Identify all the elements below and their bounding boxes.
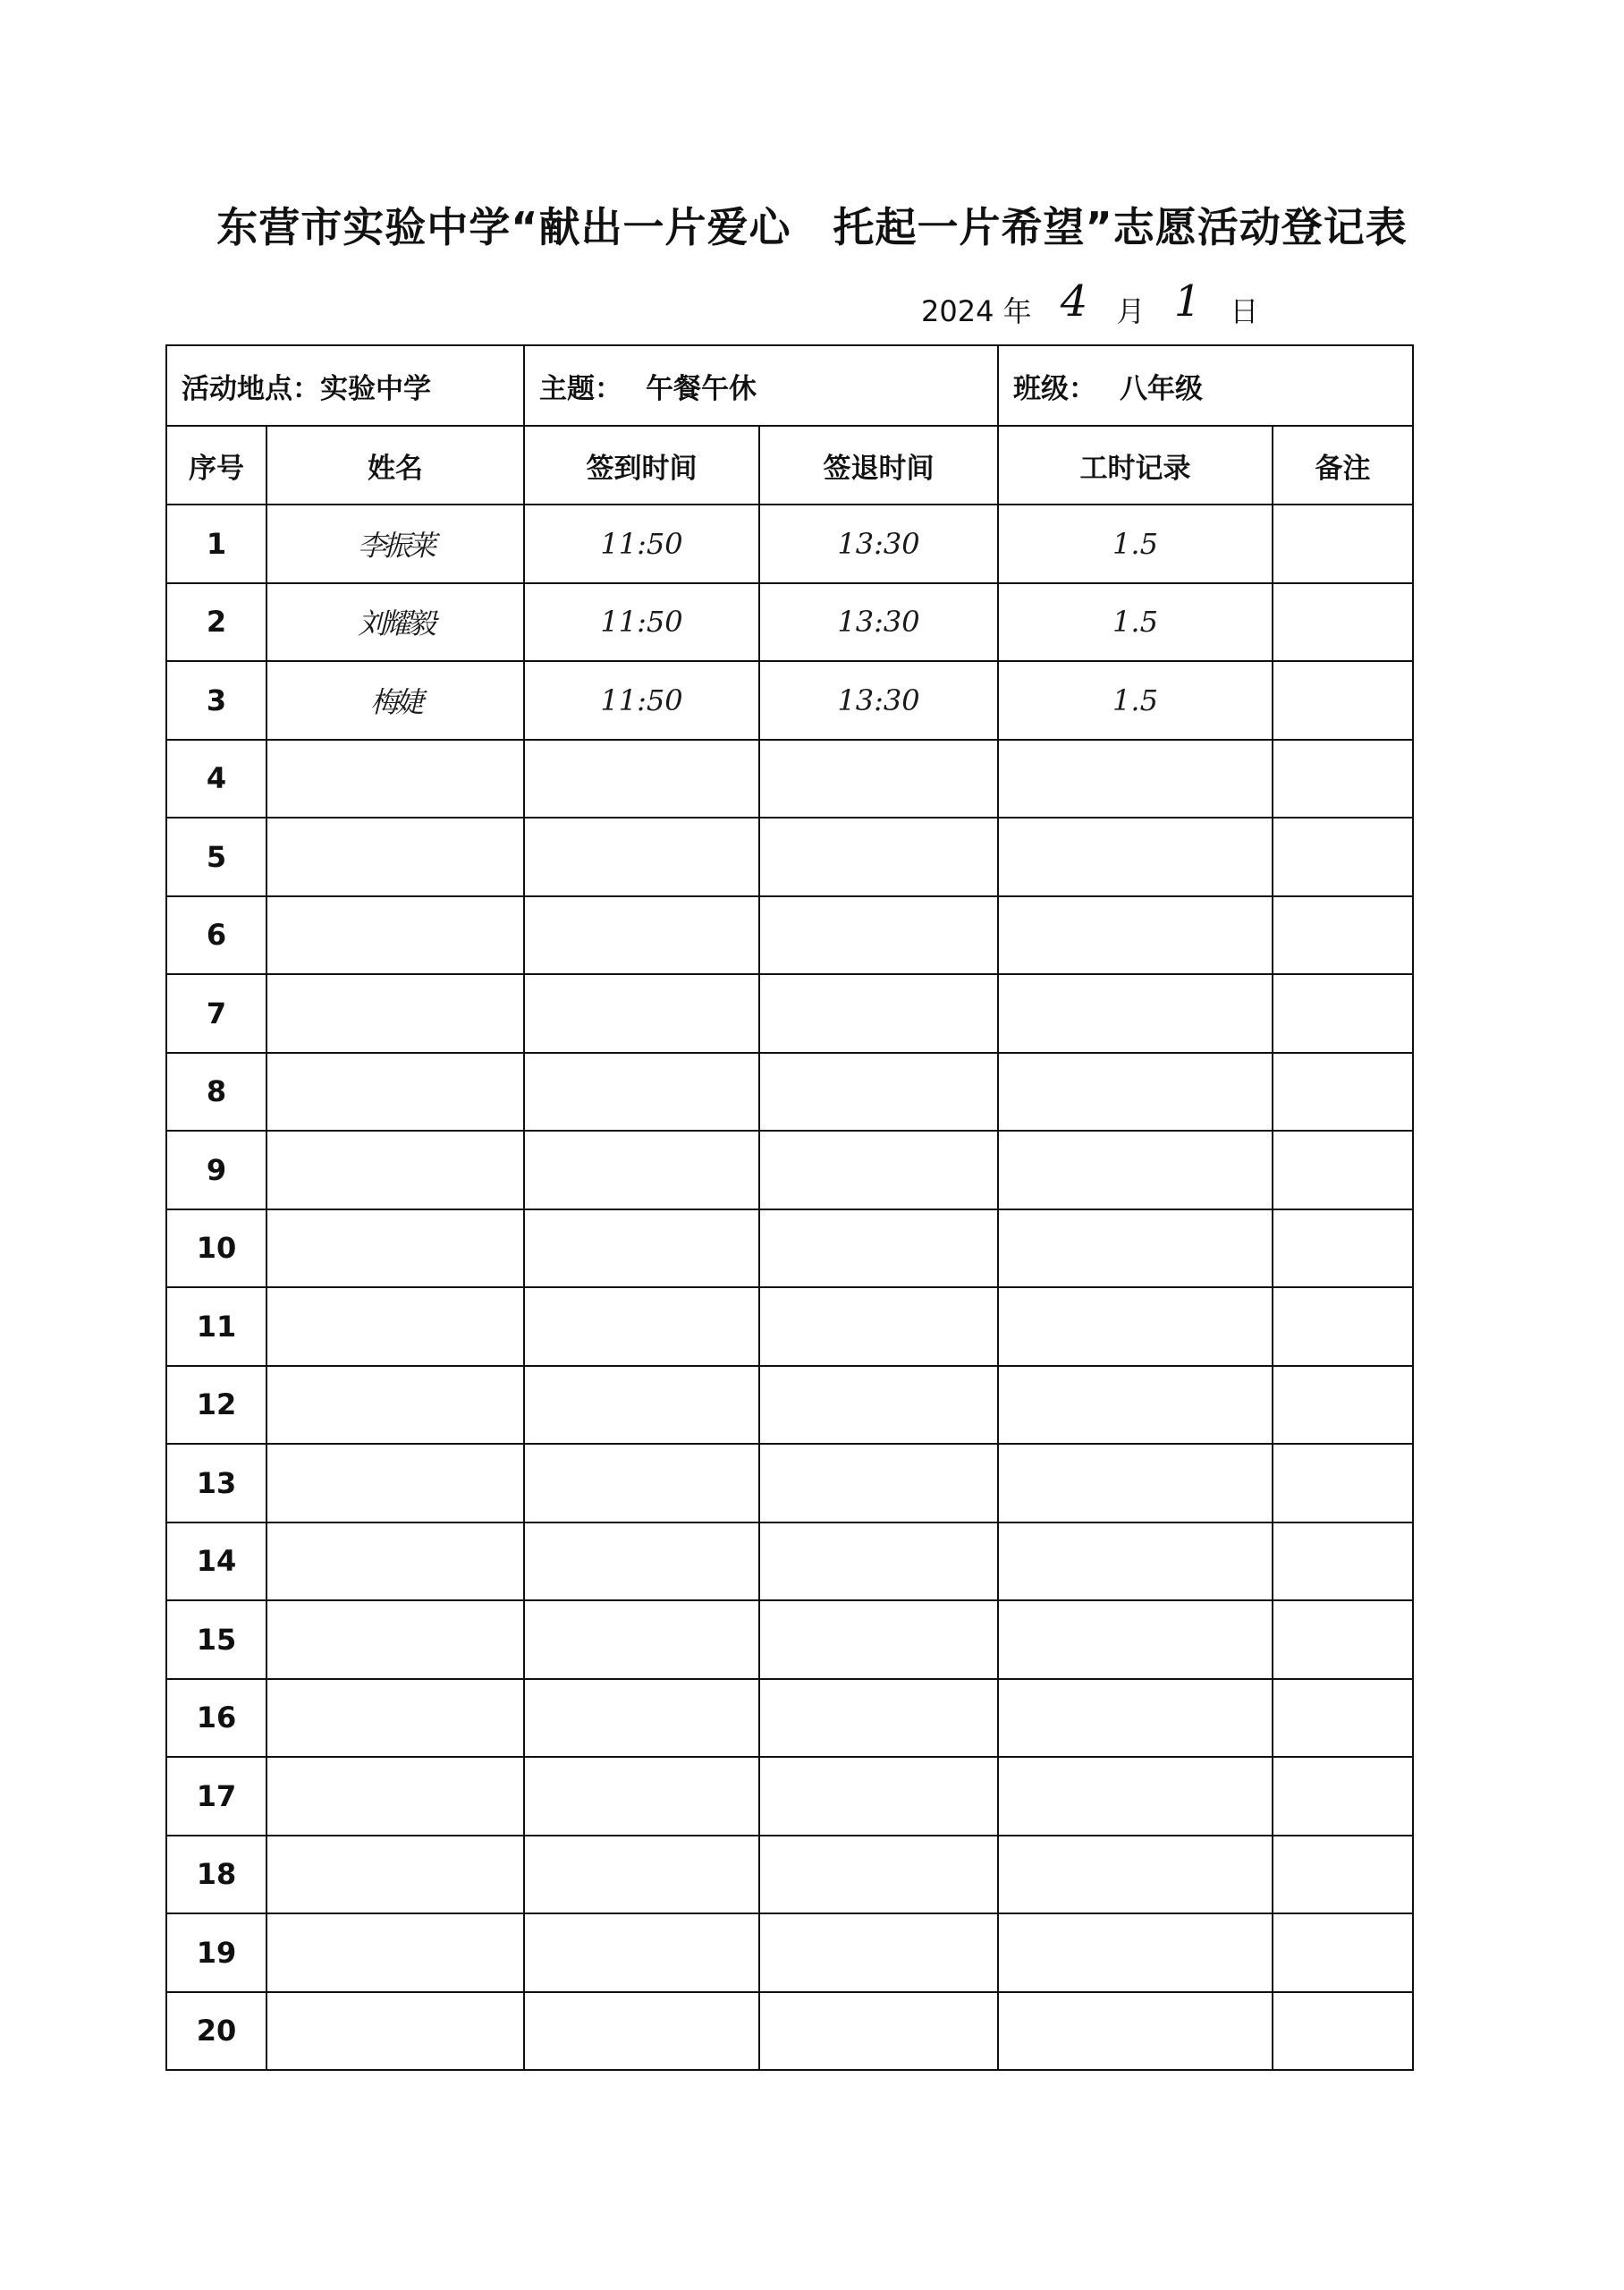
sign-in-cell (524, 1757, 759, 1836)
info-row (166, 345, 1413, 426)
sign-in-cell (524, 1992, 759, 2071)
sign-in-cell (524, 1287, 759, 1366)
sign-in-cell (524, 1444, 759, 1522)
sign-out-cell: 13:30 (759, 505, 998, 583)
header-note: 备注 (1273, 426, 1413, 505)
note-cell (1273, 1053, 1413, 1132)
row-number: 4 (166, 740, 266, 818)
sign-out-cell: 13:30 (759, 661, 998, 740)
row-number: 13 (166, 1444, 266, 1522)
table-row (166, 1209, 1413, 1288)
name-cell (266, 1053, 524, 1132)
sign-out-cell (759, 1679, 998, 1758)
sign-out-cell (759, 1600, 998, 1679)
row-number: 20 (166, 1992, 266, 2071)
sign-in-cell: 11:50 (524, 661, 759, 740)
name-cell: 刘耀毅 (266, 583, 524, 662)
hours-cell (998, 1444, 1273, 1522)
header-hours: 工时记录 (998, 426, 1273, 505)
row-number: 12 (166, 1366, 266, 1445)
table-row (166, 974, 1413, 1053)
row-number: 10 (166, 1209, 266, 1288)
sign-in-cell (524, 740, 759, 818)
registration-table (165, 344, 1414, 2071)
name-cell (266, 1287, 524, 1366)
theme-label: 主题： (539, 372, 622, 405)
name-cell (266, 1757, 524, 1836)
name-cell: 梅婕 (266, 661, 524, 740)
table-row (166, 583, 1413, 662)
sign-out-cell (759, 1757, 998, 1836)
sign-out-cell (759, 1522, 998, 1601)
hours-cell (998, 1679, 1273, 1758)
sign-out-cell (759, 1836, 998, 1914)
sign-out-cell (759, 1053, 998, 1132)
date-day: 1 (1173, 276, 1202, 327)
sign-out-cell (759, 896, 998, 975)
class-cell (998, 345, 1413, 426)
note-cell (1273, 1522, 1413, 1601)
row-number: 14 (166, 1522, 266, 1601)
hours-cell: 1.5 (998, 583, 1273, 662)
location-value: 实验中学 (320, 372, 431, 405)
date-month-label: 月 (1116, 294, 1146, 328)
note-cell (1273, 818, 1413, 896)
sign-out-cell (759, 740, 998, 818)
sign-out-cell (759, 1366, 998, 1445)
table-row (166, 1600, 1413, 1679)
table-row (166, 740, 1413, 818)
sign-in-cell (524, 1679, 759, 1758)
table-row (166, 896, 1413, 975)
sign-in-cell (524, 1053, 759, 1132)
table-row (166, 1679, 1413, 1758)
location-label: 活动地点： (182, 372, 320, 405)
row-number: 19 (166, 1913, 266, 1992)
table-row (166, 1366, 1413, 1445)
sign-in-cell (524, 896, 759, 975)
row-number: 15 (166, 1600, 266, 1679)
class-value: 八年级 (1120, 372, 1203, 405)
name-cell (266, 818, 524, 896)
note-cell (1273, 1836, 1413, 1914)
table-row (166, 1836, 1413, 1914)
hours-cell (998, 1131, 1273, 1209)
hours-cell (998, 1757, 1273, 1836)
sign-out-cell (759, 1209, 998, 1288)
row-number: 3 (166, 661, 266, 740)
name-cell (266, 1913, 524, 1992)
sign-out-cell (759, 1913, 998, 1992)
note-cell (1273, 1366, 1413, 1445)
date-day-label: 日 (1230, 294, 1259, 328)
note-cell (1273, 740, 1413, 818)
row-number: 18 (166, 1836, 266, 1914)
sign-in-cell (524, 1522, 759, 1601)
header-no: 序号 (166, 426, 266, 505)
hours-cell (998, 974, 1273, 1053)
name-cell: 李振莱 (266, 505, 524, 583)
note-cell (1273, 1131, 1413, 1209)
date-year: 2024 (921, 294, 994, 328)
name-cell (266, 740, 524, 818)
hours-cell (998, 1836, 1273, 1914)
table-row (166, 1053, 1413, 1132)
sign-in-cell (524, 1600, 759, 1679)
name-cell (266, 1679, 524, 1758)
table-row (166, 1992, 1413, 2071)
sign-in-cell (524, 1209, 759, 1288)
sign-in-cell (524, 1913, 759, 1992)
table-row (166, 1287, 1413, 1366)
row-number: 17 (166, 1757, 266, 1836)
name-cell (266, 1522, 524, 1601)
sign-out-cell (759, 1131, 998, 1209)
hours-cell (998, 1913, 1273, 1992)
table-row (166, 1131, 1413, 1209)
date-line (921, 276, 1259, 332)
hours-cell: 1.5 (998, 661, 1273, 740)
sign-in-cell (524, 1366, 759, 1445)
header-sign-out: 签退时间 (759, 426, 998, 505)
hours-cell (998, 1992, 1273, 2071)
note-cell (1273, 661, 1413, 740)
name-cell (266, 974, 524, 1053)
note-cell (1273, 1757, 1413, 1836)
row-number: 1 (166, 505, 266, 583)
table-row (166, 661, 1413, 740)
row-number: 7 (166, 974, 266, 1053)
name-cell (266, 1366, 524, 1445)
table-row (166, 1522, 1413, 1601)
hours-cell (998, 1366, 1273, 1445)
note-cell (1273, 1913, 1413, 1992)
row-number: 16 (166, 1679, 266, 1758)
hours-cell (998, 818, 1273, 896)
table-row (166, 818, 1413, 896)
header-row (166, 426, 1413, 505)
name-cell (266, 1600, 524, 1679)
note-cell (1273, 1679, 1413, 1758)
hours-cell (998, 1522, 1273, 1601)
sign-out-cell (759, 818, 998, 896)
table-row (166, 505, 1413, 583)
note-cell (1273, 1600, 1413, 1679)
sign-out-cell (759, 1287, 998, 1366)
hours-cell (998, 1053, 1273, 1132)
header-name: 姓名 (266, 426, 524, 505)
sign-out-cell (759, 1992, 998, 2071)
date-month: 4 (1060, 276, 1088, 327)
sign-in-cell (524, 1131, 759, 1209)
table-row (166, 1444, 1413, 1522)
row-number: 5 (166, 818, 266, 896)
row-number: 2 (166, 583, 266, 662)
row-number: 11 (166, 1287, 266, 1366)
row-number: 6 (166, 896, 266, 975)
note-cell (1273, 583, 1413, 662)
hours-cell: 1.5 (998, 505, 1273, 583)
theme-cell (524, 345, 998, 426)
name-cell (266, 1836, 524, 1914)
note-cell (1273, 1444, 1413, 1522)
name-cell (266, 1444, 524, 1522)
name-cell (266, 1992, 524, 2071)
sign-in-cell (524, 818, 759, 896)
name-cell (266, 896, 524, 975)
sign-in-cell: 11:50 (524, 505, 759, 583)
hours-cell (998, 1600, 1273, 1679)
sign-in-cell (524, 1836, 759, 1914)
form-title: 东营市实验中学“献出一片爱心 托起一片希望”志愿活动登记表 (216, 203, 1408, 251)
sign-in-cell (524, 974, 759, 1053)
note-cell (1273, 896, 1413, 975)
class-label: 班级： (1013, 372, 1096, 405)
note-cell (1273, 1287, 1413, 1366)
sign-out-cell: 13:30 (759, 583, 998, 662)
row-number: 8 (166, 1053, 266, 1132)
note-cell (1273, 505, 1413, 583)
hours-cell (998, 1209, 1273, 1288)
table-row (166, 1913, 1413, 1992)
date-year-label: 年 (1002, 294, 1032, 328)
table-row (166, 1757, 1413, 1836)
hours-cell (998, 1287, 1273, 1366)
note-cell (1273, 1209, 1413, 1288)
sign-out-cell (759, 974, 998, 1053)
hours-cell (998, 896, 1273, 975)
location-cell (166, 345, 524, 426)
sign-out-cell (759, 1444, 998, 1522)
theme-value: 午餐午休 (646, 372, 757, 405)
row-number: 9 (166, 1131, 266, 1209)
header-sign-in: 签到时间 (524, 426, 759, 505)
sign-in-cell: 11:50 (524, 583, 759, 662)
hours-cell (998, 740, 1273, 818)
name-cell (266, 1209, 524, 1288)
name-cell (266, 1131, 524, 1209)
note-cell (1273, 974, 1413, 1053)
note-cell (1273, 1992, 1413, 2071)
